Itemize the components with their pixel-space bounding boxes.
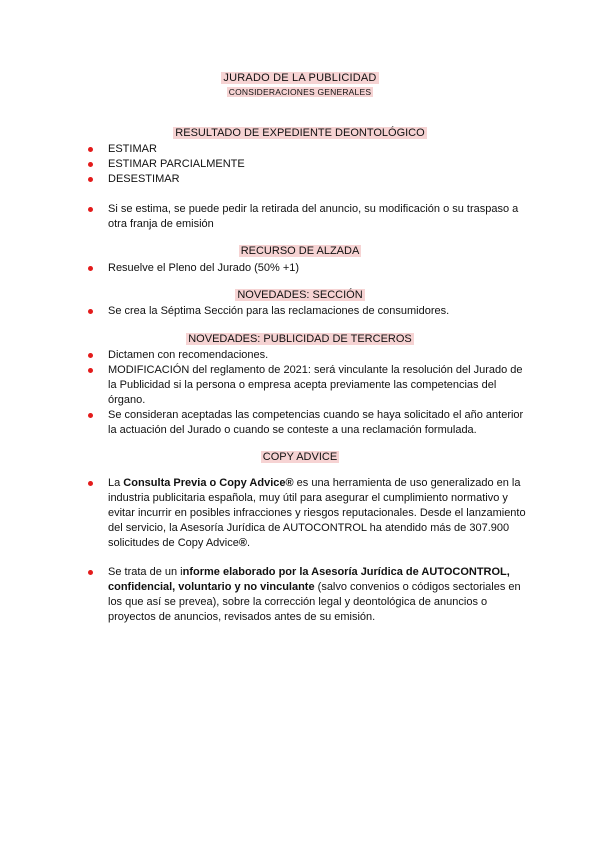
text-fragment: . xyxy=(246,537,251,549)
list-item xyxy=(0,476,600,551)
list-item xyxy=(0,363,600,408)
list-item-text: Dictamen con recomendaciones. xyxy=(108,349,269,361)
bullet-icon xyxy=(88,353,93,358)
section-heading-seccion-text: NOVEDADES: SECCIÓN xyxy=(237,289,363,301)
list-item xyxy=(0,261,600,276)
bullet-icon xyxy=(88,177,93,182)
section-heading-copy-advice-text: COPY ADVICE xyxy=(262,451,338,463)
section-heading-resultado xyxy=(0,127,600,139)
list-item-text: MODIFICACIÓN del reglamento de 2021: será vinculante la resolución del Jurado de la Publicidad si la persona o empresa acepta previamente las competencias del órgano. xyxy=(108,364,523,406)
document-subtitle xyxy=(0,87,600,97)
list-item-text: Si se estima, se puede pedir la retirada del anuncio, su modificación o su traspaso a otra franja de emisión xyxy=(108,203,519,230)
section-heading-alzada-text: RECURSO DE ALZADA xyxy=(240,245,360,257)
list-item xyxy=(0,172,600,187)
section-heading-resultado-text: RESULTADO DE EXPEDIENTE DEONTOLÓGICO xyxy=(175,127,425,139)
bullet-icon xyxy=(88,413,93,418)
bold-text: nforme elaborado por la Asesoría Jurídica de AUTOCONTROL, confidencial, voluntario y no vinculante xyxy=(108,566,510,593)
list-item-text xyxy=(108,566,521,623)
section-heading-copy-advice xyxy=(0,451,600,463)
bullet-icon xyxy=(88,481,93,486)
bullet-icon xyxy=(88,266,93,271)
list-item xyxy=(0,304,600,319)
section-heading-terceros xyxy=(0,333,600,345)
list-item-text xyxy=(108,477,526,549)
list-item xyxy=(0,408,600,438)
resultado-list xyxy=(0,142,600,187)
bullet-icon xyxy=(88,162,93,167)
list-item-text: Se crea la Séptima Sección para las reclamaciones de consumidores. xyxy=(108,305,450,317)
bullet-icon xyxy=(88,207,93,212)
terceros-list xyxy=(0,348,600,438)
bullet-icon xyxy=(88,368,93,373)
list-item-text: ESTIMAR xyxy=(108,143,157,155)
section-heading-seccion xyxy=(0,289,600,301)
bullet-icon xyxy=(88,147,93,152)
list-item-text: DESESTIMAR xyxy=(108,173,180,185)
text-fragment: La xyxy=(108,477,124,489)
document-subtitle-text: CONSIDERACIONES GENERALES xyxy=(228,87,372,97)
list-item-text: Resuelve el Pleno del Jurado (50% +1) xyxy=(108,262,300,274)
alzada-list xyxy=(0,261,600,276)
section-heading-alzada xyxy=(0,245,600,257)
copy-advice-list-1 xyxy=(0,476,600,551)
copy-advice-list-2 xyxy=(0,565,600,625)
list-item xyxy=(0,565,600,625)
text-fragment: es una herramienta de uso generalizado en la industria publicitaria española, muy útil para asegurar el cumplimiento normativo y evitar incurrir en posibles infracciones y riesgos reputacionales. Desde el lanzamiento del servicio, la Asesoría Jurídica de AUTOCONTROL ha atendido más de 307.900 solicitudes de Copy Advice xyxy=(108,477,526,549)
text-fragment: (salvo convenios o códigos sectoriales en los que así se prevea), sobre la corrección legal y deontológica de anuncios o proyectos de anuncios, revisados antes de su emisión. xyxy=(108,581,521,623)
list-item-text: Se consideran aceptadas las competencias cuando se haya solicitado el año anterior la actuación del Jurado o cuando se conteste a una reclamación formulada. xyxy=(108,409,524,436)
text-fragment: Se trata de un i xyxy=(108,566,183,578)
bullet-icon xyxy=(88,309,93,314)
bold-text: ® xyxy=(238,537,247,549)
list-item xyxy=(0,142,600,157)
list-item xyxy=(0,157,600,172)
list-item xyxy=(0,348,600,363)
bold-text: Consulta Previa o Copy Advice® xyxy=(123,477,294,489)
seccion-list xyxy=(0,304,600,319)
list-item-text: ESTIMAR PARCIALMENTE xyxy=(108,158,245,170)
bullet-icon xyxy=(88,570,93,575)
resultado-note-list xyxy=(0,202,600,232)
document-title xyxy=(0,72,600,84)
section-heading-terceros-text: NOVEDADES: PUBLICIDAD DE TERCEROS xyxy=(188,333,412,345)
list-item xyxy=(0,202,600,232)
document-title-text: JURADO DE LA PUBLICIDAD xyxy=(223,72,377,84)
